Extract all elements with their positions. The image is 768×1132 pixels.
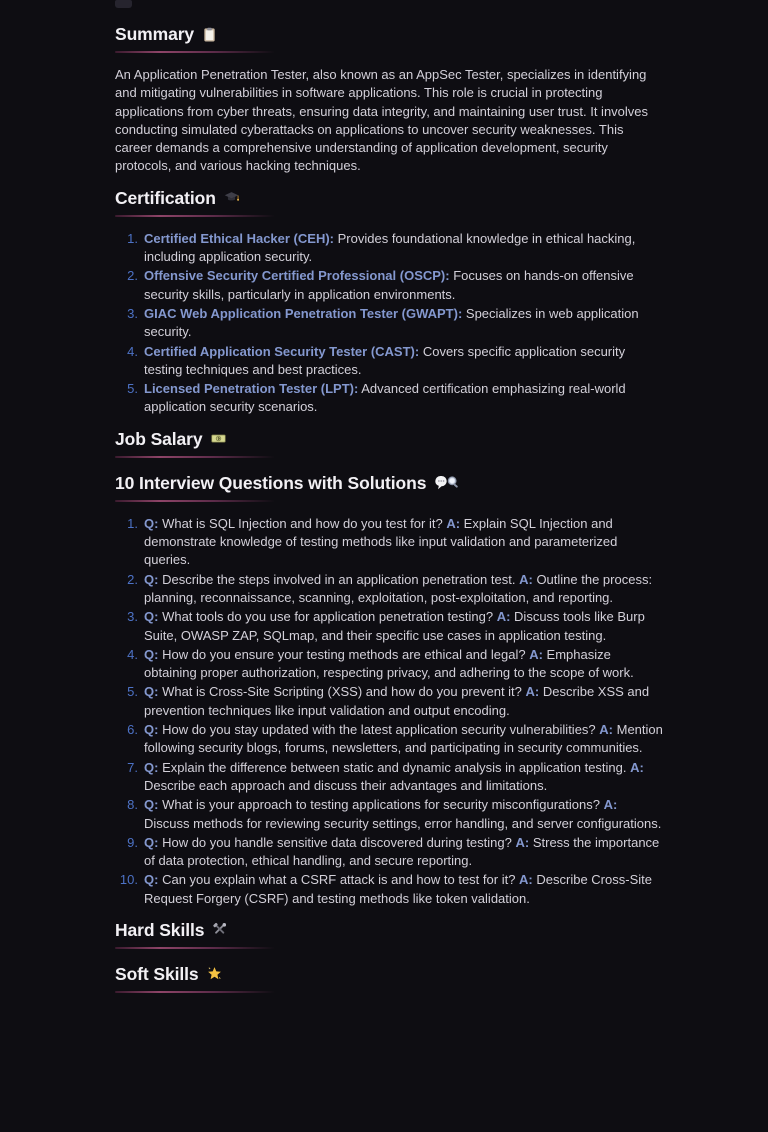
strong-label: GIAC Web Application Penetration Tester (GWAPT): xyxy=(144,305,463,321)
answer-text: Describe each approach and discuss their advantages and limitations. xyxy=(144,777,548,793)
answer-text: Stress the importance of data protection, ethical handling, and secure reporting. xyxy=(144,834,660,869)
strong-label: A: xyxy=(515,834,530,850)
list-number: 1. xyxy=(127,230,138,246)
heading-rule xyxy=(115,500,275,502)
heading-rule xyxy=(115,991,275,993)
list-number: 5. xyxy=(127,684,138,700)
list-number: 5. xyxy=(127,381,138,397)
strong-label: A: xyxy=(529,646,543,662)
list-item xyxy=(115,515,663,570)
question-text: What is Cross-Site Scripting (XSS) and how do you prevent it? xyxy=(162,684,522,700)
strong-label: Certified Ethical Hacker (CEH): xyxy=(144,230,334,246)
list-number: 10. xyxy=(119,872,138,888)
section-interview-questions xyxy=(115,471,663,908)
list-item xyxy=(115,834,663,871)
list-number: 6. xyxy=(127,722,138,738)
answer-text: Mention following security blogs, forums, newsletters, and participating in security communities. xyxy=(144,722,663,756)
section-title-soft-skills xyxy=(115,962,663,986)
list-item-text: Provides foundational knowledge in ethical hacking, including application security. xyxy=(144,230,636,265)
section-soft-skills xyxy=(115,962,663,993)
section-job-salary xyxy=(115,427,663,458)
section-title-text: Job Salary xyxy=(115,428,203,449)
list-item xyxy=(115,721,663,758)
strong-label: A: xyxy=(519,571,533,587)
strong-label: A: xyxy=(630,759,644,775)
answer-text: Discuss methods for reviewing security settings, error handling, and server configurations. xyxy=(144,815,662,831)
list-item xyxy=(115,608,663,645)
strong-label: Q: xyxy=(144,722,159,738)
list-number: 4. xyxy=(127,646,138,662)
list-number: 4. xyxy=(127,343,138,359)
list-item xyxy=(115,646,663,683)
star-icon xyxy=(207,966,222,981)
list-item xyxy=(115,267,663,304)
section-hard-skills xyxy=(115,918,663,949)
answer-text: Describe Cross-Site Request Forgery (CSRF) and testing methods like token validation. xyxy=(144,872,652,906)
strong-label: Q: xyxy=(144,684,159,700)
section-title-text: Summary xyxy=(115,24,195,44)
strong-label: Q: xyxy=(144,646,159,662)
question-text: What is your approach to testing applications for security misconfigurations? xyxy=(162,797,600,813)
strong-label: Offensive Security Certified Professional (OSCP): xyxy=(144,268,450,284)
section-title-summary xyxy=(115,22,663,46)
summary-paragraph: An Application Penetration Tester, also known as an AppSec Tester, specializes in identifying and mitigating vulnerabilities in software applications. This role is crucial in protecting applications from cyber threats, ensuring data integrity, and maintaining user trust. It involves conducting simulated cyberattacks on applications to uncover security weaknesses. This career demands a comprehensive understanding of application development, security protocols, and various hacking techniques. xyxy=(115,67,649,174)
list-item-text: Covers specific application security testing techniques and best practices. xyxy=(144,343,626,377)
question-text: Can you explain what a CSRF attack is and how to test for it? xyxy=(162,872,516,888)
list-number: 2. xyxy=(127,571,138,587)
strong-label: Q: xyxy=(144,872,159,888)
strong-label: A: xyxy=(599,722,613,738)
heading-rule xyxy=(115,456,275,458)
section-title-text: Certification xyxy=(115,187,216,208)
heading-rule xyxy=(115,51,275,53)
strong-label: Q: xyxy=(144,609,159,625)
clipboard-icon xyxy=(202,27,217,42)
list-number: 3. xyxy=(127,305,138,321)
section-title-interview-questions xyxy=(115,471,663,495)
list-item-text: Focuses on hands-on offensive security skills, particularly in application environments. xyxy=(144,268,634,302)
clipped-icon-top xyxy=(115,0,132,8)
list-item xyxy=(115,796,663,833)
section-list xyxy=(115,515,663,908)
section-summary xyxy=(115,22,663,176)
list-number: 3. xyxy=(127,609,138,625)
question-text: How do you ensure your testing methods are ethical and legal? xyxy=(162,646,526,662)
list-item xyxy=(115,305,663,342)
answer-text: Discuss tools like Burp Suite, OWASP ZAP, SQLmap, and their specific use cases in application testing. xyxy=(144,609,645,643)
list-item-text: Advanced certification emphasizing real-world application security scenarios. xyxy=(144,381,626,415)
strong-label: Q: xyxy=(144,834,159,850)
strong-label: Certified Application Security Tester (CAST): xyxy=(144,343,420,359)
list-item-text: Specializes in web application security. xyxy=(144,305,639,340)
question-text: How do you handle sensitive data discovered during testing? xyxy=(162,834,512,850)
strong-label: Licensed Penetration Tester (LPT): xyxy=(144,381,359,397)
section-certification xyxy=(115,186,663,417)
strong-label: A: xyxy=(603,797,618,813)
section-title-text: Hard Skills xyxy=(115,919,205,940)
strong-label: A: xyxy=(525,684,540,700)
question-text: How do you stay updated with the latest application security vulnerabilities? xyxy=(162,722,596,738)
strong-label: Q: xyxy=(144,571,159,587)
question-text: Describe the steps involved in an application penetration test. xyxy=(162,571,516,587)
list-item xyxy=(115,683,663,720)
section-title-text: 10 Interview Questions with Solutions xyxy=(115,472,427,493)
heading-rule xyxy=(115,215,275,217)
answer-text: Emphasize obtaining proper authorization, respecting privacy, and adhering to the scope of work. xyxy=(144,646,634,681)
strong-label: A: xyxy=(519,872,533,888)
section-title-certification xyxy=(115,186,663,210)
strong-label: Q: xyxy=(144,515,159,531)
list-number: 8. xyxy=(127,797,138,813)
strong-label: A: xyxy=(446,515,461,531)
strong-label: Q: xyxy=(144,797,159,813)
question-text: Explain the difference between static and dynamic analysis in application testing. xyxy=(162,759,627,775)
tools-icon xyxy=(212,922,227,937)
list-item xyxy=(115,759,663,796)
answer-text: Outline the process: planning, reconnaissance, scanning, exploitation, post-exploitation, and reporting. xyxy=(144,571,653,605)
strong-label: Q: xyxy=(144,759,159,775)
answer-text: Describe XSS and prevention techniques like input validation and output encoding. xyxy=(144,684,650,718)
banknote-icon xyxy=(211,431,226,446)
graduation-cap-icon xyxy=(224,190,239,205)
list-item xyxy=(115,380,663,417)
list-item xyxy=(115,343,663,380)
list-item xyxy=(115,571,663,608)
heading-rule xyxy=(115,947,275,949)
answer-text: Explain SQL Injection and demonstrate knowledge of testing methods like input validation and parameterized queries. xyxy=(144,515,618,568)
list-number: 1. xyxy=(127,515,138,531)
list-item xyxy=(115,230,663,267)
section-title-hard-skills xyxy=(115,918,663,942)
question-text: What tools do you use for application penetration testing? xyxy=(162,609,494,625)
list-number: 7. xyxy=(127,759,138,775)
section-title-text: Soft Skills xyxy=(115,963,199,984)
list-number: 9. xyxy=(127,834,138,850)
speech-search-icon xyxy=(434,475,460,490)
list-item xyxy=(115,871,663,908)
section-title-job-salary xyxy=(115,427,663,451)
section-list xyxy=(115,230,663,417)
list-number: 2. xyxy=(127,268,138,284)
question-text: What is SQL Injection and how do you test for it? xyxy=(162,515,443,531)
strong-label: A: xyxy=(496,609,511,625)
